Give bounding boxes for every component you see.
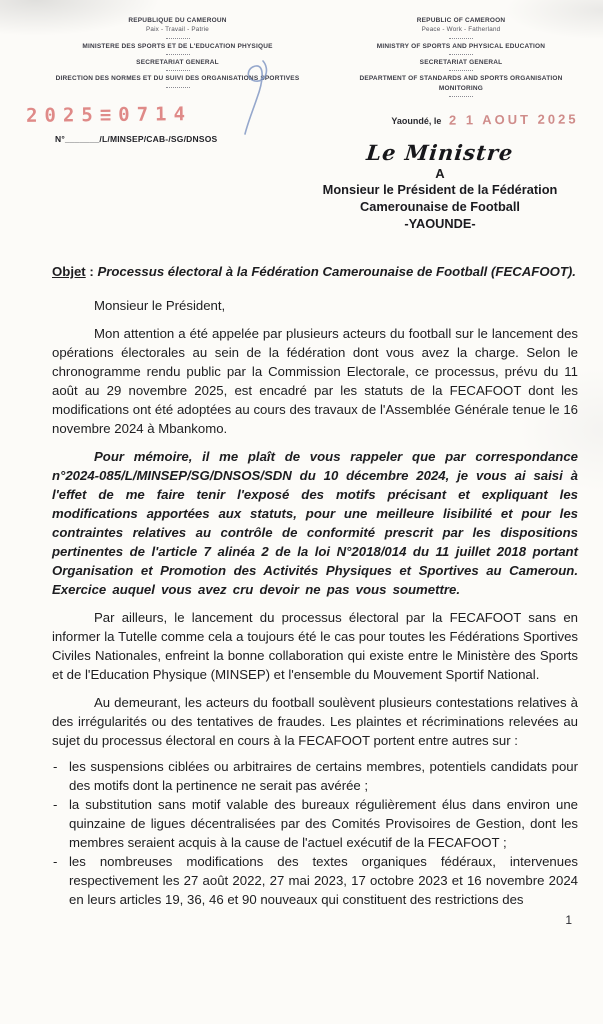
separator — [166, 70, 190, 71]
ministry-line: MINISTRY OF SPORTS AND PHYSICAL EDUCATION — [376, 42, 546, 50]
bullet-item — [52, 795, 578, 852]
separator — [166, 87, 190, 88]
bullet-text: la substitution sans motif valable des bureaux régulièrement élus dans environ une quinzaine de ligues décentralisées par des Comités Provisoires de Gestion, dont les membres seraient acquis à la cause de l'actuel exécutif de la FECAFOOT ; — [69, 797, 578, 850]
recipient-line: Camerounaise de Football — [360, 199, 520, 214]
paragraph-4: Au demeurant, les acteurs du football soulèvent plusieurs contestations relatives à des irrégularités ou des tentatives de fraudes. Les plaintes et récriminations relevées au sujet du processus électoral en cours à la FECAFOOT portent entre autres sur : — [52, 695, 578, 748]
subject-separator: : — [85, 264, 98, 279]
separator — [166, 38, 190, 39]
pen-flourish-icon — [236, 56, 274, 140]
separator — [449, 38, 473, 39]
separator — [449, 96, 473, 97]
republic-line: REPUBLIQUE DU CAMEROUN — [128, 17, 227, 24]
to-label: A — [435, 166, 445, 181]
ministry-line: MINISTERE DES SPORTS ET DE L'EDUCATION PHYSIQUE — [82, 42, 273, 50]
recipient-city: -YAOUNDE- — [404, 216, 476, 231]
motto-line: Peace - Work - Fatherland — [421, 26, 501, 34]
paragraph-1: Mon attention a été appelée par plusieurs acteurs du football sur le lancement des opérations électorales au sein de la fédération dont vous avez la charge. Selon le chronogramme rendu public par la Commission Electorale, ce processus, prévu du 11 août au 29 novembre 2025, est encadré par les statuts de la FECAFOOT dont les modifications ont été adoptées au cours des travaux de l'Assemblée Générale tenue le 16 novembre 2024 à Mbankomo. — [52, 326, 578, 436]
secretariat-line: SECRETARIAT GENERAL — [136, 58, 219, 66]
recipient-block — [300, 140, 580, 232]
bullet-item — [52, 852, 578, 909]
direction-line: DIRECTION DES NORMES ET DU SUIVI DES ORGANISATIONS SPORTIVES — [55, 75, 300, 83]
subject-text: Processus électoral à la Fédération Camerounaise de Football (FECAFOOT). — [97, 264, 576, 279]
salutation: Monsieur le Président, — [94, 298, 226, 313]
place-date-line — [391, 112, 579, 127]
date-stamp: 2 1 AOUT 2025 — [449, 111, 580, 128]
bullet-dash: - — [53, 759, 58, 774]
registry-number-stamp: 2025≡0714 — [25, 103, 193, 127]
reference-number: N°_______/L/MINSEP/CAB-/SG/DNSOS — [55, 134, 218, 144]
paragraph-3: Par ailleurs, le lancement du processus électoral par la FECAFOOT sans en informer la Tutelle comme cela a toujours été le cas pour toutes les Fédérations Sportives Civiles Nationales, enfreint la bonne collaboration qui existe entre le Ministère des Sports et de l'Education Physique (MINSEP) et l'ensemble du Mouvement Sportif National. — [52, 610, 578, 682]
subject-label: Objet — [52, 264, 86, 279]
bullet-list — [52, 757, 578, 909]
bullet-text: les nombreuses modifications des textes organiques fédéraux, intervenues respectivement les 27 août 2022, 27 mai 2023, 17 octobre 2023 et 16 novembre 2024 en leurs articles 19, 36, 46 et 90 nouveaux qui constituent des restrictions des — [69, 854, 578, 907]
bullet-text: les suspensions ciblées ou arbitraires de certains membres, potentiels candidats pour des motifs dont la pertinence ne serait pas avérée ; — [69, 759, 578, 793]
separator — [166, 54, 190, 55]
subject-line — [52, 262, 578, 281]
letterhead-english — [342, 16, 580, 100]
bullet-item — [52, 757, 578, 795]
paragraph-2-emphasis: Pour mémoire, il me plaît de vous rappeler que par correspondance n°2024-085/L/MINSEP/SG/DNSOS/SDN du 10 décembre 2024, je vous ai saisi à l'effet de me faire tenir l'exposé des motifs précisant et expliquant les modifications apportées aux statuts, pour une meilleure lisibilité et pour les contraintes relatives au contrôle de conformité prescrit par les dispositions pertinentes de l'article 7 alinéa 2 de la loi N°2018/014 du 11 juillet 2018 portant Organisation et Promotion des Activités Physiques et Sportives au Cameroun. Exercice auquel vous avez cru devoir ne pas vous soumettre. — [52, 449, 578, 597]
department-line: DEPARTMENT OF STANDARDS AND SPORTS ORGANISATION MONITORING — [359, 75, 563, 92]
bullet-dash: - — [53, 854, 58, 869]
separator — [449, 54, 473, 55]
motto-line: Paix - Travail - Patrie — [145, 26, 210, 34]
secretariat-line: SECRETARIAT GENERAL — [419, 58, 503, 66]
page-number: 1 — [565, 913, 572, 927]
republic-line: REPUBLIC OF CAMEROON — [416, 17, 506, 24]
sender-title: Le Ministre — [365, 140, 515, 165]
bullet-dash: - — [53, 797, 58, 812]
recipient-line: Monsieur le Président de la Fédération — [322, 182, 558, 197]
separator — [449, 70, 473, 71]
place-date-label: Yaoundé, le — [391, 116, 442, 126]
letter-body — [52, 262, 578, 909]
